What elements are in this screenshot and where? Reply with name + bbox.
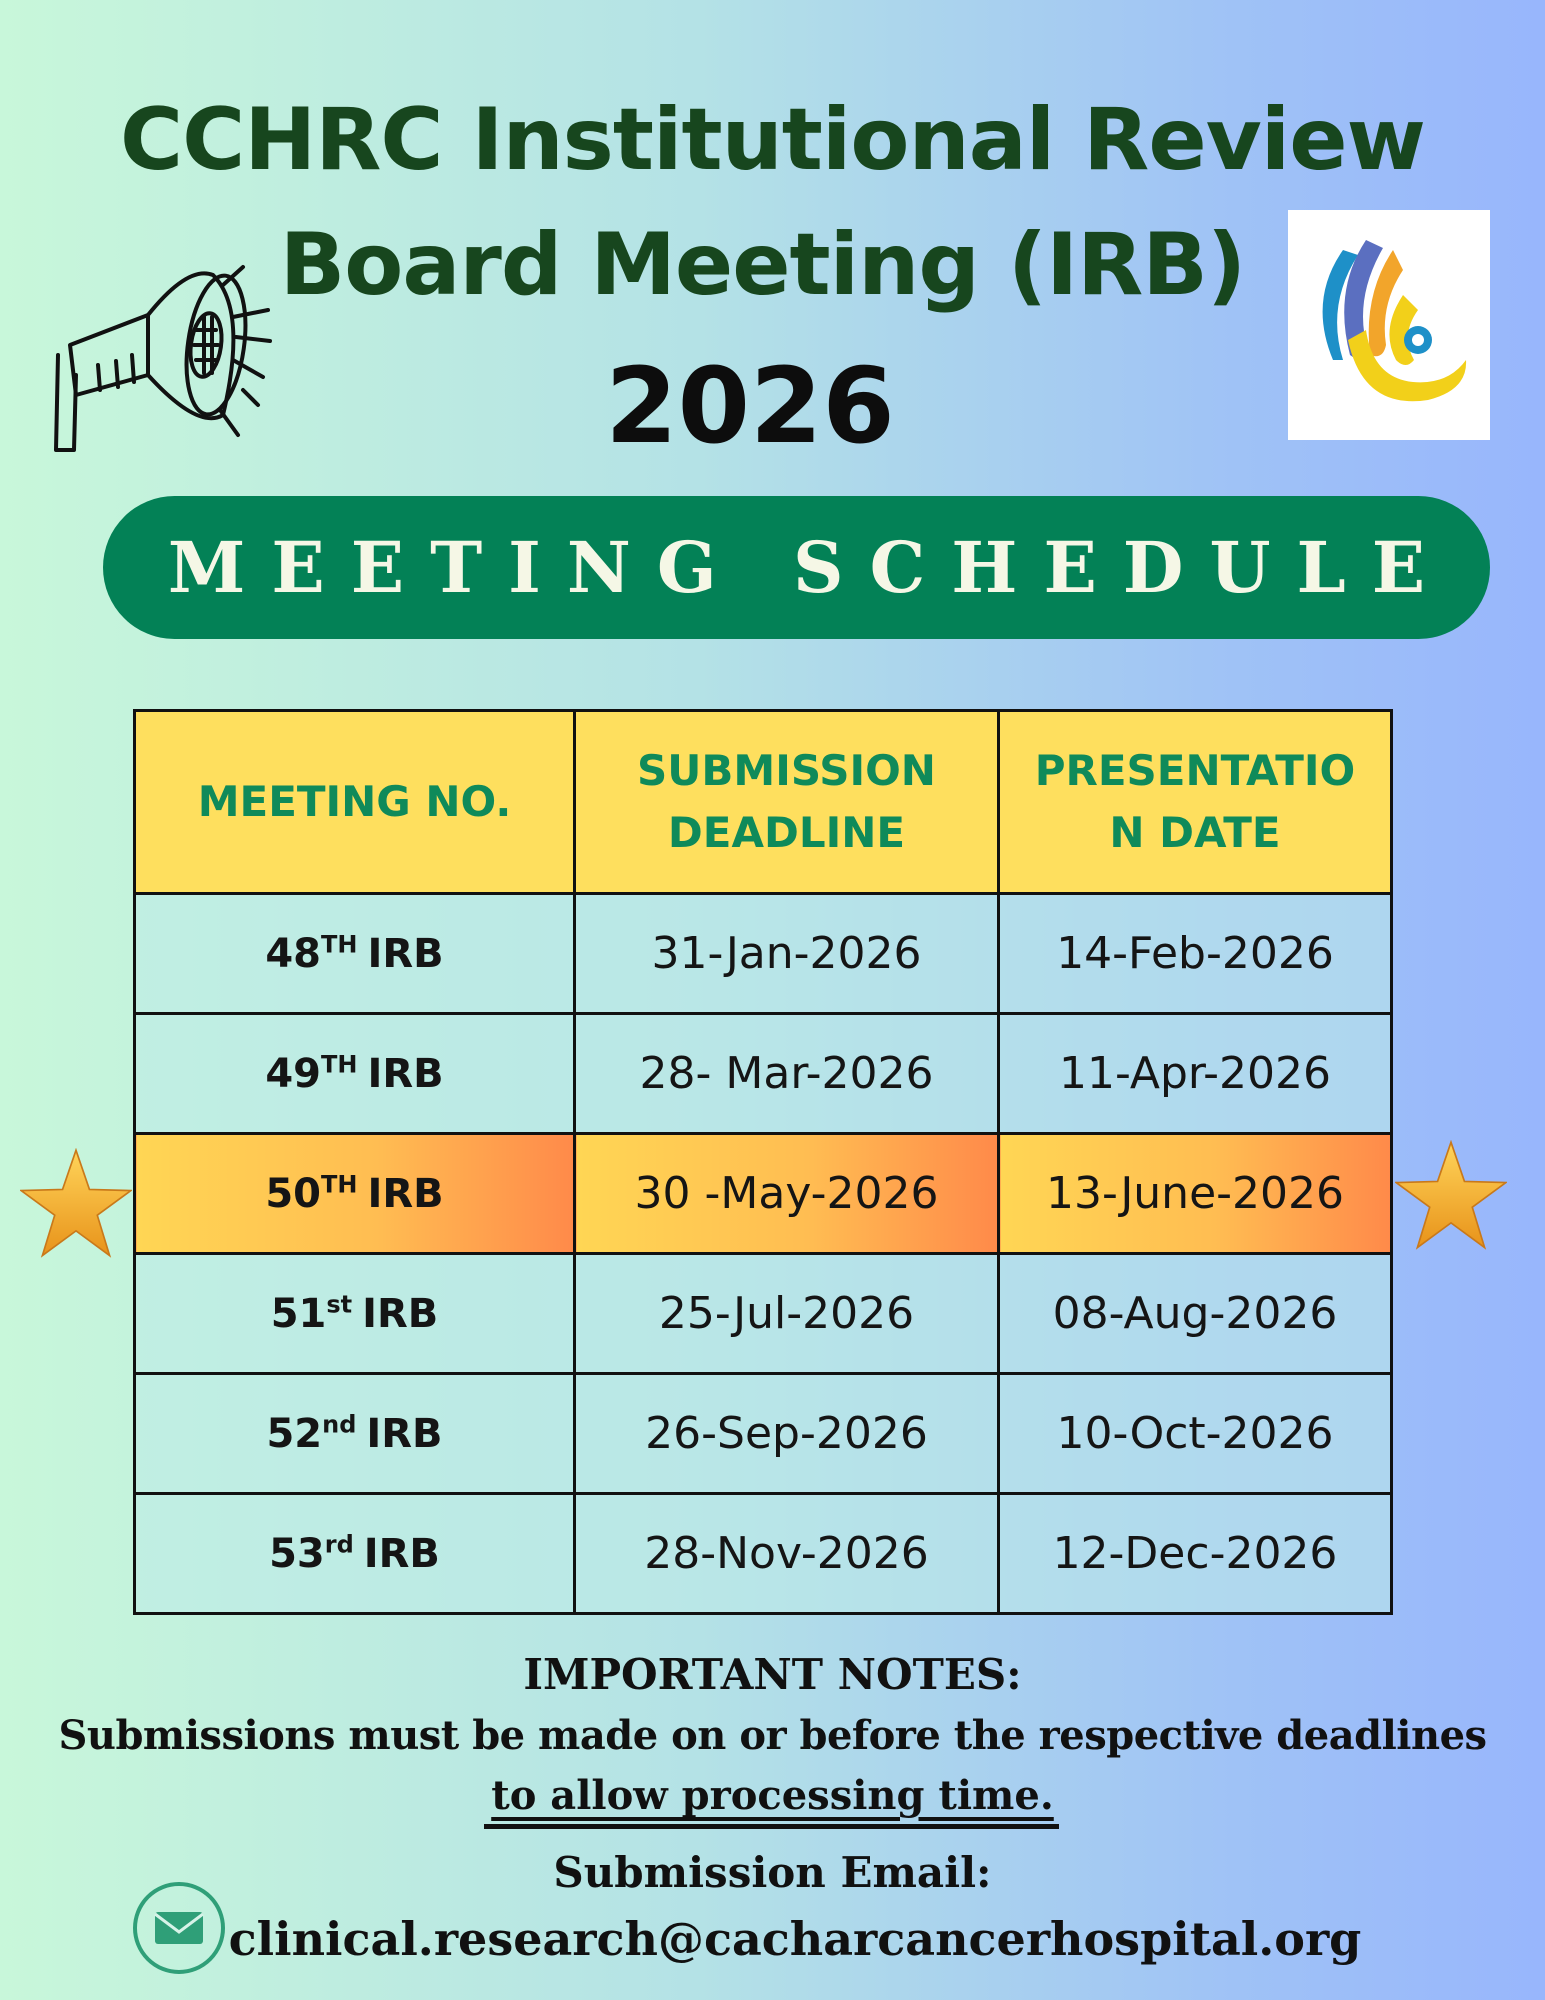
star-icon (20, 1148, 132, 1260)
meeting-schedule-banner (103, 496, 1490, 639)
header-submission-deadline: SUBMISSION DEADLINE (575, 711, 999, 894)
presentation-date-cell: 12-Dec-2026 (999, 1494, 1392, 1614)
submission-deadline-cell: 30 -May-2026 (575, 1134, 999, 1254)
title-line-2: Board Meeting (IRB) (279, 215, 1246, 315)
table-row (135, 1254, 1392, 1374)
submission-deadline-cell: 25-Jul-2026 (575, 1254, 999, 1374)
title-line-1: CCHRC Institutional Review (119, 90, 1426, 190)
presentation-date-cell: 11-Apr-2026 (999, 1014, 1392, 1134)
meeting-number-cell: 52nd IRB (135, 1374, 575, 1494)
notes-heading: IMPORTANT NOTES: (523, 1650, 1022, 1699)
schedule-table (133, 709, 1393, 1615)
presentation-date-cell: 10-Oct-2026 (999, 1374, 1392, 1494)
divider (484, 1824, 1059, 1829)
meeting-number-cell: 53rd IRB (135, 1494, 575, 1614)
header-presentation-date: PRESENTATIO N DATE (999, 711, 1392, 894)
notes-line-1: Submissions must be made on or before the respective deadlines (58, 1712, 1487, 1759)
submission-deadline-cell: 26-Sep-2026 (575, 1374, 999, 1494)
table-row (135, 894, 1392, 1014)
submission-deadline-cell: 28-Nov-2026 (575, 1494, 999, 1614)
meeting-number-cell: 50TH IRB (135, 1134, 575, 1254)
star-icon (1395, 1140, 1507, 1252)
megaphone-icon (48, 255, 278, 460)
meeting-number-cell: 51st IRB (135, 1254, 575, 1374)
submission-deadline-cell: 31-Jan-2026 (575, 894, 999, 1014)
table-row (135, 1014, 1392, 1134)
meeting-number-cell: 48TH IRB (135, 894, 575, 1014)
email-heading: Submission Email: (553, 1848, 992, 1897)
presentation-date-cell: 13-June-2026 (999, 1134, 1392, 1254)
meeting-number-cell: 49TH IRB (135, 1014, 575, 1134)
presentation-date-cell: 14-Feb-2026 (999, 894, 1392, 1014)
table-row (135, 1494, 1392, 1614)
year-heading: 2026 (605, 345, 895, 467)
cchrc-logo (1288, 210, 1490, 440)
table-row (135, 1374, 1392, 1494)
meeting-schedule-label: MEETING SCHEDULE (167, 526, 1452, 609)
presentation-date-cell: 08-Aug-2026 (999, 1254, 1392, 1374)
header-meeting-no: MEETING NO. (135, 711, 575, 894)
submission-deadline-cell: 28- Mar-2026 (575, 1014, 999, 1134)
table-header-row (135, 711, 1392, 894)
notes-line-2: to allow processing time. (491, 1772, 1054, 1819)
table-row (135, 1134, 1392, 1254)
email-link[interactable]: clinical.research@cacharcancerhospital.org (228, 1912, 1362, 1966)
